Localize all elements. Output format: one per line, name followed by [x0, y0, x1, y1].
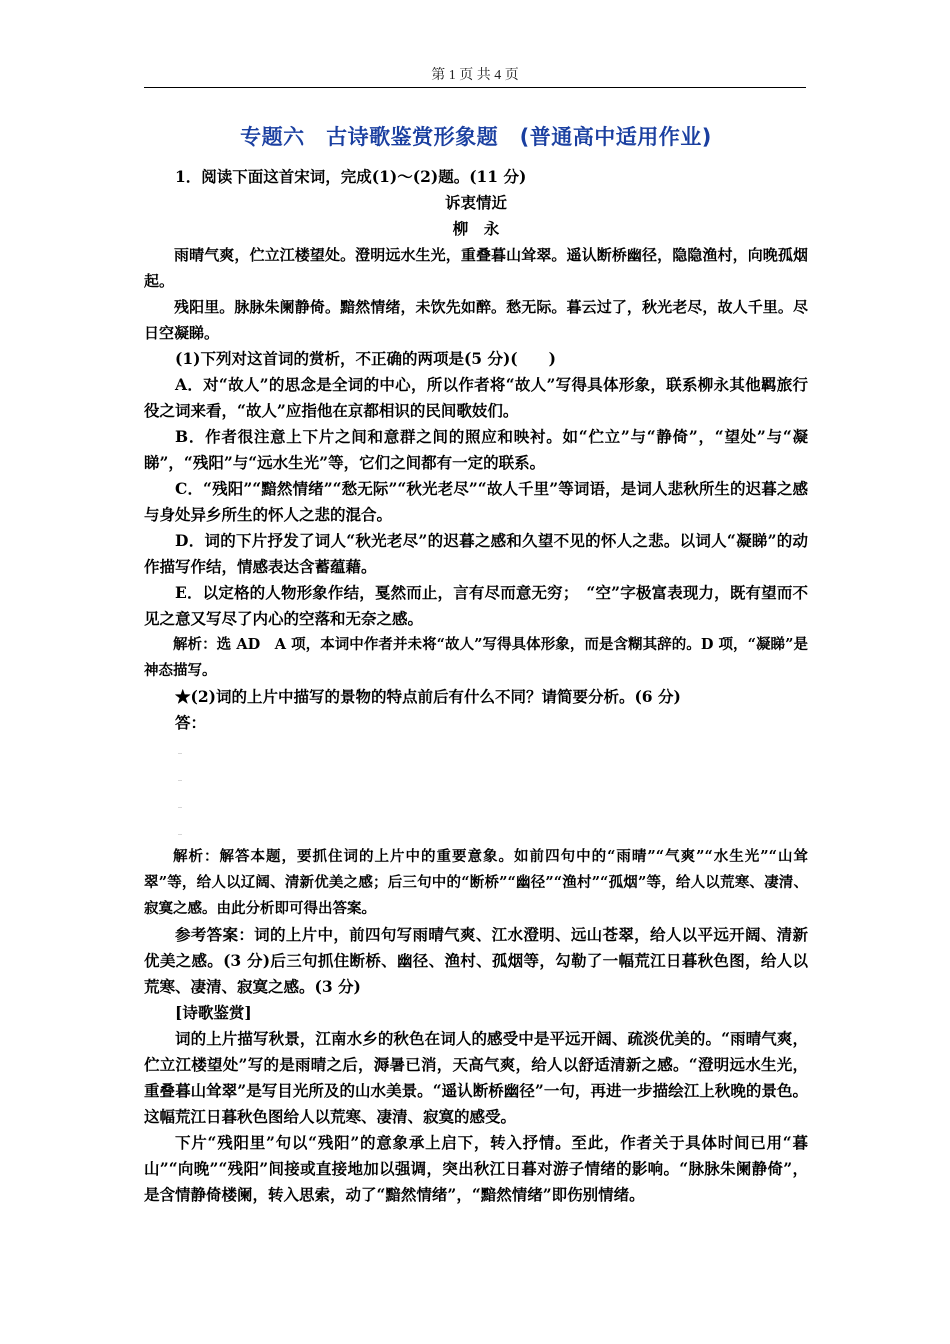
appreciation-paragraph-2: 下片“残阳里”句以“残阳”的意象承上启下，转入抒情。至此，作者关于具体时间已用“暮山”“向晚”“残阳”间接或直接地加以强调，突出秋江日暮对游子情绪的影响。“脉脉朱阑静倚”，是含情静倚楼阑，转入思索，动了“黯然情绪”，“黯然情绪”即伤别情绪。: [144, 1133, 808, 1204]
poem-title: 诉衷情近: [444, 193, 507, 212]
sub-question-2-analysis: 解析：解答本题，要抓住词的上片中的重要意象。如前四句中的“雨晴”“气爽”“水生光”“山耸翠”等，给人以辽阔、清新优美之感；后三句中的“断桥”“幽径”“渔村”“孤烟”等，给人以荒寒、凄清、寂寞之感。由此分析即可得出答案。: [144, 848, 808, 917]
question-1-intro: 1．阅读下面这首宋词，完成(1)～(2)题。(11 分): [175, 167, 527, 186]
page-header: 第 1 页 共 4 页: [144, 64, 806, 88]
option-a: A．对“故人”的思念是全词的中心，所以作者将“故人”写得具体形象，联系柳永其他羁旅行役之词来看，“故人”应指他在京都相识的民间歌妓们。: [144, 375, 808, 420]
document-body: [144, 118, 808, 1208]
option-b: B．作者很注意上下片之间和意群之间的照应和映衬。如“伫立”与“静倚”，“望处”与“凝睇”，“残阳”与“远水生光”等，它们之间都有一定的联系。: [144, 427, 808, 472]
poem-stanza-1: 雨晴气爽，伫立江楼望处。澄明远水生光，重叠暮山耸翠。遥认断桥幽径，隐隐渔村，向晚孤烟起。: [144, 246, 808, 290]
sub-question-2: ★(2)词的上片中描写的景物的特点前后有什么不同？请简要分析。(6 分): [175, 687, 681, 706]
answer-blank-line: _: [178, 799, 182, 808]
page-title: 专题六 古诗歌鉴赏形象题 (普通高中适用作业): [240, 125, 712, 149]
answer-blank-line: _: [178, 745, 182, 754]
option-e: E．以定格的人物形象作结，戛然而止，言有尽而意无穷； “空”字极富表现力，既有望而不见之意又写尽了内心的空落和无奈之感。: [144, 583, 808, 628]
answer-label: 答：: [175, 713, 207, 732]
poem-stanza-2: 残阳里。脉脉朱阑静倚。黯然情绪，未饮先如醉。愁无际。暮云过了，秋光老尽，故人千里。尽日空凝睇。: [144, 298, 808, 342]
option-d: D．词的下片抒发了词人“秋光老尽”的迟暮之感和久望不见的怀人之悲。以词人“凝睇”的动作描写作结，情感表达含蓄蕴藉。: [144, 531, 808, 576]
poem-author: 柳 永: [452, 219, 500, 238]
option-c: C．“残阳”“黯然情绪”“愁无际”“秋光老尽”“故人千里”等词语，是词人悲秋所生的迟暮之感与身处异乡所生的怀人之悲的混合。: [144, 479, 808, 524]
sub-question-1: (1)下列对这首词的赏析，不正确的两项是(5 分)( ): [175, 349, 556, 368]
answer-blank-line: _: [178, 826, 182, 835]
answer-blank-line: _: [178, 772, 182, 781]
reference-answer: 参考答案：词的上片中，前四句写雨晴气爽、江水澄明、远山苍翠，给人以平远开阔、清新优美之感。(3 分)后三句抓住断桥、幽径、渔村、孤烟等，勾勒了一幅荒江日暮秋色图，给人以荒寒、凄清、寂寞之感。(3 分): [144, 925, 808, 996]
appreciation-paragraph-1: 词的上片描写秋景，江南水乡的秋色在词人的感受中是平远开阔、疏淡优美的。“雨晴气爽，伫立江楼望处”写的是雨晴之后，溽暑已消，天高气爽，给人以舒适清新之感。“澄明远水生光，重叠暮山耸翠”是写目光所及的山水美景。“遥认断桥幽径”一句，再进一步描绘江上秋晚的景色。这幅荒江日暮秋色图给人以荒寒、凄清、寂寞的感受。: [144, 1029, 808, 1126]
sub-question-1-analysis: 解析：选 AD A 项，本词中作者并未将“故人”写得具体形象，而是含糊其辞的。D 项，“凝睇”是神态描写。: [144, 636, 808, 679]
appreciation-heading: [诗歌鉴赏]: [175, 1003, 252, 1022]
